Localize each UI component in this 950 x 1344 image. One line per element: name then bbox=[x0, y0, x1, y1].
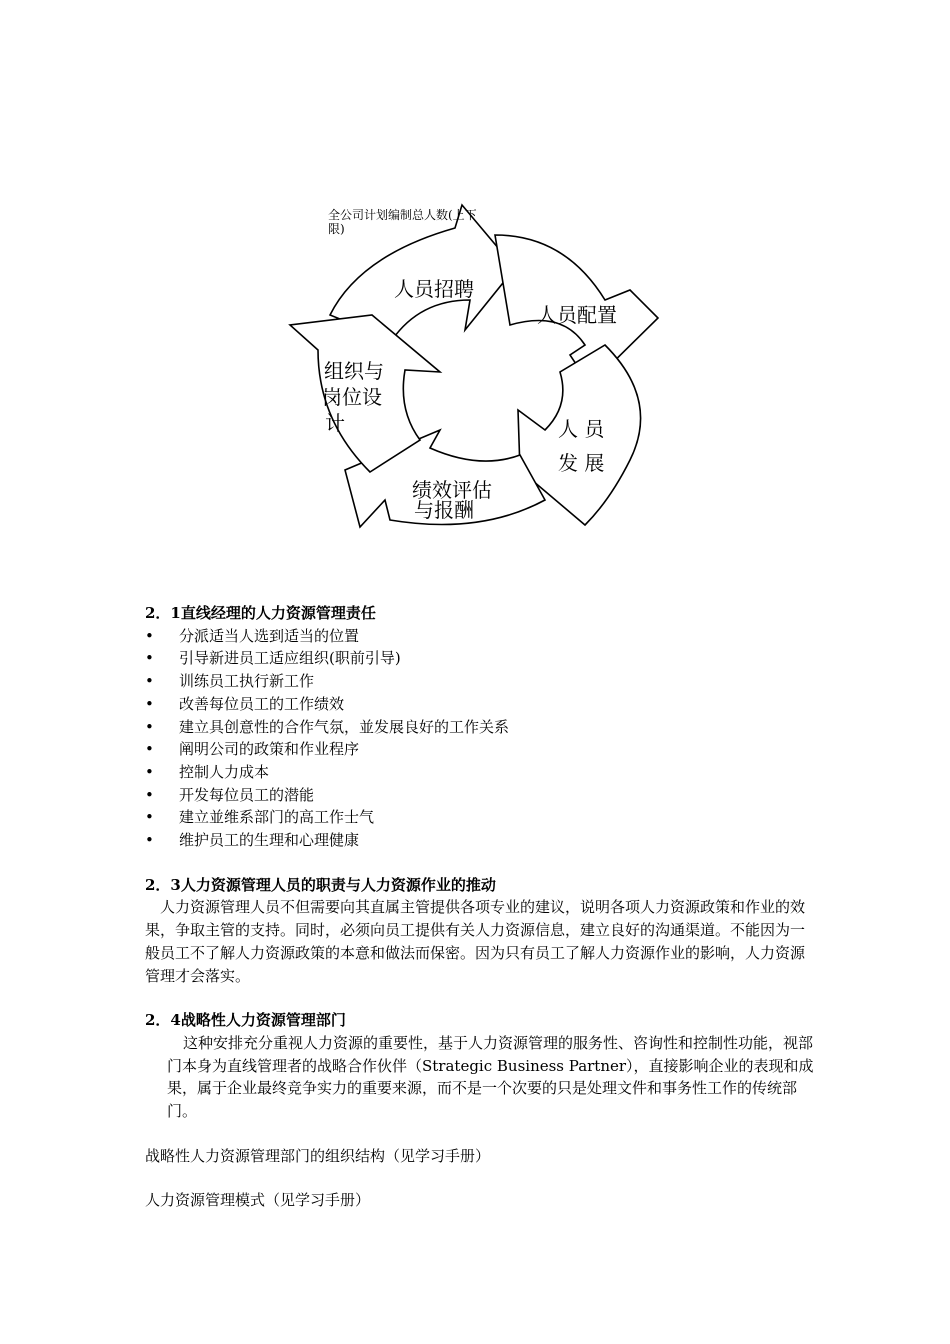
list-item-text: 控制人力成本 bbox=[179, 762, 270, 781]
bullet-icon: • bbox=[145, 649, 154, 668]
label-org-design-3: 计 bbox=[325, 411, 345, 435]
bullet-icon: • bbox=[145, 740, 154, 759]
list-item-text: 开发每位员工的潜能 bbox=[179, 785, 315, 804]
section-2-3-body: 人力资源管理人员不但需要向其直属主管提供各项专业的建议，说明各项人力资源政策和作业的效果，争取主管的支持。同时，必须向员工提供有关人力资源信息，建立良好的沟通渠道。不能因为一般员工不了解人力资源政策的本意和做法而保密。因为只有员工了解人力资源作业的影响，人力资源管理才会落实。 bbox=[145, 898, 806, 985]
label-org-design-2: 岗位设 bbox=[322, 385, 382, 409]
spacer bbox=[145, 1167, 815, 1189]
section-2-4-title: 2．4战略性人力资源管理部门 bbox=[145, 1011, 346, 1030]
ref-hr-model: 人力资源管理模式（见学习手册） bbox=[145, 1191, 371, 1210]
bullet-icon: • bbox=[145, 831, 154, 850]
diagram-note-line2: 限) bbox=[328, 222, 345, 236]
section-2-1-title: 2．1直线经理的人力资源管理责任 bbox=[145, 604, 376, 622]
list-item bbox=[145, 829, 815, 852]
list-item-text: 引导新进员工适应组织(职前引导) bbox=[179, 649, 401, 668]
list-item-text: 建立具创意性的合作气氛，並发展良好的工作关系 bbox=[179, 717, 510, 736]
label-performance-2: 与报酬 bbox=[414, 498, 474, 522]
bullet-icon: • bbox=[145, 808, 154, 827]
list-item bbox=[145, 738, 815, 761]
bullet-icon: • bbox=[145, 762, 154, 781]
bullet-icon: • bbox=[145, 626, 154, 645]
list-item bbox=[145, 784, 815, 807]
bullet-icon: • bbox=[145, 717, 154, 736]
list-item bbox=[145, 647, 815, 670]
diagram-note-line1: 全公司计划编制总人数(上下 bbox=[328, 208, 477, 222]
label-development-1: 人 员 bbox=[558, 417, 605, 441]
label-org-design-1: 组织与 bbox=[324, 359, 384, 383]
document-body bbox=[145, 602, 815, 1212]
list-item-text: 维护员工的生理和心理健康 bbox=[179, 831, 360, 850]
list-item bbox=[145, 761, 815, 784]
ref-org-structure: 战略性人力资源管理部门的组织结构（见学习手册） bbox=[145, 1146, 491, 1165]
section-2-3-title: 2．3人力资源管理人员的职责与人力资源作业的推动 bbox=[145, 875, 496, 894]
bullet-icon: • bbox=[145, 785, 154, 804]
list-item bbox=[145, 625, 815, 648]
list-item-text: 训练员工执行新工作 bbox=[179, 672, 315, 691]
list-item-text: 改善每位员工的工作绩效 bbox=[179, 694, 345, 713]
bullet-icon: • bbox=[145, 672, 154, 691]
spacer bbox=[145, 1123, 815, 1145]
list-item bbox=[145, 716, 815, 739]
bullet-icon: • bbox=[145, 694, 154, 713]
list-item bbox=[145, 806, 815, 829]
spacer bbox=[145, 987, 815, 1009]
spacer bbox=[145, 852, 815, 874]
list-item-text: 建立並维系部门的高工作士气 bbox=[179, 808, 375, 827]
hr-cycle-diagram bbox=[270, 195, 670, 540]
section-2-4-body: 这种安排充分重视人力资源的重要性，基于人力资源管理的服务性、咨询性和控制性功能，视部门本身为直线管理者的战略合作伙伴（Strategic Business Partner），直接影响企业的表现和成果，属于企业最终竞争实力的重要来源，而不是一个次要的只是处理文件和事务性工作的传统部门。 bbox=[167, 1033, 814, 1121]
list-item bbox=[145, 693, 815, 716]
label-performance-1: 绩效评估 bbox=[412, 478, 492, 502]
list-item bbox=[145, 670, 815, 693]
label-deployment: 人员配置 bbox=[537, 303, 617, 327]
list-item-text: 阐明公司的政策和作业程序 bbox=[179, 740, 360, 759]
label-development-2: 发 展 bbox=[558, 451, 605, 475]
list-item-text: 分派适当人选到适当的位置 bbox=[179, 626, 360, 645]
responsibility-list bbox=[145, 625, 815, 852]
label-recruitment: 人员招聘 bbox=[394, 277, 474, 301]
